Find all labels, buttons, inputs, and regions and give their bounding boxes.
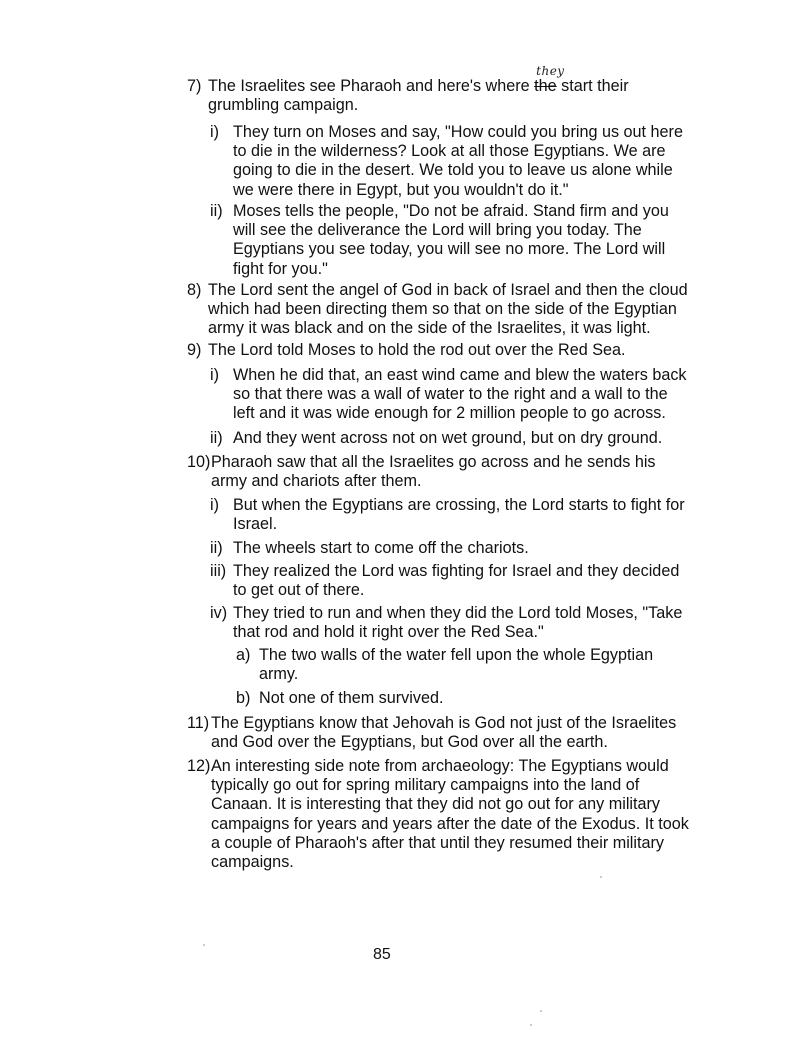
- struck-text: the: [534, 77, 557, 95]
- text-line: to get out of there.: [233, 581, 365, 600]
- text-line: An interesting side note from archaeology: The Egyptians would: [211, 757, 669, 775]
- item-number: 10): [187, 453, 211, 471]
- text-line: army.: [259, 665, 299, 684]
- item-text: [208, 341, 700, 360]
- text-line: will see the deliverance the Lord will bring you today. The: [233, 221, 642, 240]
- scan-speck: [530, 1024, 532, 1026]
- item-number: 12): [187, 757, 211, 775]
- text-line: The Lord sent the angel of God in back of Israel and then the cloud: [208, 281, 688, 299]
- text-line: When he did that, an east wind came and blew the waters back: [233, 366, 687, 384]
- text-line: Canaan. It is interesting that they did not go out for any military: [211, 795, 660, 814]
- sub-item-text: [233, 604, 699, 642]
- item-text: [208, 281, 700, 339]
- sub-item-text: [233, 496, 699, 534]
- scan-speck: [540, 1010, 542, 1012]
- text-line: The Egyptians know that Jehovah is God not just of the Israelites: [211, 714, 677, 732]
- text-line: going to die in the desert. We told you to leave us alone while: [233, 161, 673, 180]
- text-line: [208, 64, 700, 96]
- text-line: left and it was wide enough for 2 million people to go across.: [233, 404, 666, 423]
- sub-item-marker: iv): [210, 604, 228, 622]
- item-text: [211, 714, 695, 752]
- item-number: 11): [187, 714, 210, 732]
- text-line: The Lord told Moses to hold the rod out over the Red Sea.: [208, 341, 626, 359]
- sub-sub-item-text: [259, 689, 695, 708]
- sub-item-marker: ii): [210, 429, 223, 447]
- item-text: [211, 453, 695, 491]
- sub-item-text: [233, 366, 699, 424]
- text-line: Pharaoh saw that all the Israelites go across and he sends his: [211, 453, 656, 471]
- sub-item-marker: ii): [210, 539, 223, 557]
- text-line: But when the Egyptians are crossing, the Lord starts to fight for: [233, 496, 685, 514]
- text-line: They turn on Moses and say, "How could you bring us out here: [233, 123, 683, 141]
- item-number: 7): [187, 77, 202, 95]
- sub-sub-item-marker: a): [236, 646, 251, 664]
- sub-item-marker: i): [210, 123, 219, 141]
- sub-item-text: [233, 202, 699, 279]
- text-line: grumbling campaign.: [208, 96, 359, 115]
- text-line: and God over the Egyptians, but God over all the earth.: [211, 733, 608, 752]
- text-line: The two walls of the water fell upon the whole Egyptian: [259, 646, 654, 664]
- sub-item-marker: ii): [210, 202, 223, 220]
- item-number: 9): [187, 341, 202, 359]
- page-number: 85: [373, 946, 391, 963]
- sub-item-text: [233, 562, 699, 600]
- text-line: we were there in Egypt, but you wouldn't do it.": [233, 180, 569, 199]
- sub-sub-item-marker: b): [236, 689, 251, 707]
- sub-sub-item-text: [259, 646, 695, 684]
- text-line: army and chariots after them.: [211, 472, 422, 491]
- text-line: They realized the Lord was fighting for Israel and they decided: [233, 562, 680, 580]
- text-segment: start their: [561, 77, 629, 95]
- scan-speck: [203, 944, 205, 946]
- text-line: which had been directing them so that on the side of the Egyptian: [208, 300, 677, 319]
- sub-item-marker: i): [210, 366, 219, 384]
- text-line: a couple of Pharaoh's after that until they resumed their military: [211, 833, 664, 852]
- item-text: [211, 757, 695, 872]
- text-line: Israel.: [233, 515, 278, 534]
- struck-word: [534, 64, 565, 95]
- text-line: And they went across not on wet ground, but on dry ground.: [233, 429, 663, 447]
- text-line: so that there was a wall of water to the right and a wall to the: [233, 385, 668, 404]
- text-line: Moses tells the people, "Do not be afraid. Stand firm and you: [233, 202, 669, 220]
- scan-speck: [600, 876, 602, 878]
- text-line: Egyptians you see today, you will see no more. The Lord will: [233, 240, 666, 259]
- text-line: typically go out for spring military campaigns into the land of: [211, 776, 640, 795]
- text-line: campaigns.: [211, 853, 294, 872]
- item-number: 8): [187, 281, 202, 299]
- sub-item-text: [233, 429, 699, 448]
- item-text: [208, 64, 700, 115]
- text-line: that rod and hold it right over the Red Sea.": [233, 623, 544, 642]
- text-line: to die in the wilderness? Look at all those Egyptians. We are: [233, 142, 666, 161]
- text-line: army it was black and on the side of the Israelites, it was light.: [208, 319, 651, 338]
- handwritten-insert: they: [536, 64, 565, 78]
- text-line: The wheels start to come off the chariots.: [233, 539, 529, 557]
- sub-item-text: [233, 539, 699, 558]
- sub-item-text: [233, 123, 699, 200]
- sub-item-marker: iii): [210, 562, 227, 580]
- sub-item-marker: i): [210, 496, 219, 514]
- text-segment: The Israelites see Pharaoh and here's where: [208, 77, 530, 95]
- text-line: fight for you.": [233, 259, 328, 278]
- text-line: campaigns for years and years after the date of the Exodus. It took: [211, 814, 689, 833]
- text-line: Not one of them survived.: [259, 689, 444, 707]
- text-line: They tried to run and when they did the Lord told Moses, "Take: [233, 604, 683, 622]
